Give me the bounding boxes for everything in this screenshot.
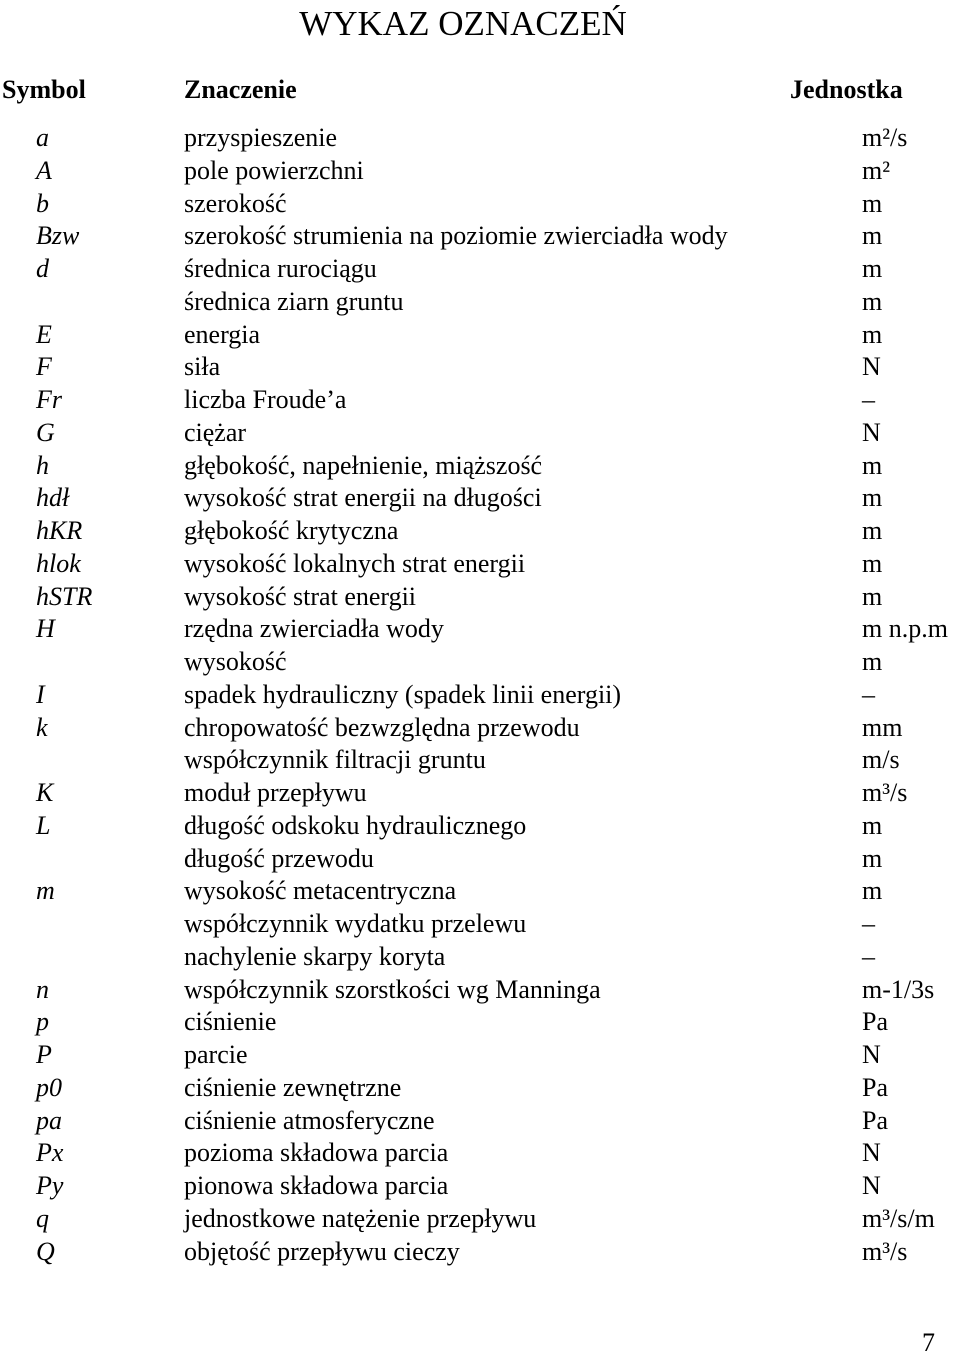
row-meaning: współczynnik filtracji gruntu (184, 745, 486, 775)
row-meaning: jednostkowe natężenie przepływu (184, 1203, 537, 1233)
row-meaning: szerokość (184, 188, 287, 218)
row-unit: – (862, 385, 875, 414)
row-meaning: długość odskoku hydraulicznego (184, 810, 527, 840)
row-symbol: m (36, 876, 55, 906)
row-meaning: wysokość lokalnych strat energii (184, 548, 526, 578)
row-unit: m (862, 843, 883, 873)
table-row (0, 482, 960, 515)
row-symbol: Q (36, 1236, 55, 1266)
table-row (0, 875, 960, 908)
row-meaning: spadek hydrauliczny (spadek linii energii) (184, 679, 622, 709)
row-unit: m (862, 221, 883, 251)
row-symbol: E (36, 319, 52, 349)
row-unit: m-1/3s (862, 974, 935, 1004)
row-unit: m (862, 647, 883, 676)
table-row (0, 1006, 960, 1039)
row-unit: m (862, 450, 883, 480)
row-meaning: wysokość metacentryczna (184, 876, 457, 906)
table-row (0, 188, 960, 221)
header-symbol: Symbol (2, 75, 86, 104)
row-meaning: głębokość, napełnienie, miąższość (184, 450, 543, 480)
row-unit: N (862, 1138, 881, 1168)
row-unit: m (862, 548, 883, 578)
table-row (0, 122, 960, 155)
table-row (0, 1072, 960, 1105)
row-symbol: h (36, 450, 49, 480)
row-symbol: a (36, 123, 49, 152)
row-meaning: rzędna zwierciadła wody (184, 614, 444, 644)
row-meaning: parcie (184, 1040, 248, 1069)
row-meaning: moduł przepływu (184, 778, 367, 807)
table-row (0, 581, 960, 614)
table-row (0, 351, 960, 384)
row-symbol: n (36, 974, 49, 1004)
row-symbol: hSTR (36, 581, 93, 611)
table-row (0, 974, 960, 1007)
table-row (0, 744, 960, 777)
row-symbol: k (36, 712, 48, 742)
table-row (0, 1236, 960, 1269)
row-unit: m³/s (862, 1236, 908, 1266)
row-unit: – (862, 909, 875, 938)
table-row (0, 1203, 960, 1236)
table-row (0, 548, 960, 581)
header-unit: Jednostka (790, 75, 903, 104)
page-title: WYKAZ OZNACZEŃ (299, 4, 627, 43)
row-symbol: L (36, 810, 51, 840)
row-symbol: K (36, 778, 54, 807)
row-meaning: siła (184, 352, 221, 382)
row-meaning: długość przewodu (184, 843, 374, 873)
row-meaning: pionowa składowa parcia (184, 1171, 449, 1200)
table-row (0, 908, 960, 941)
header-meaning: Znaczenie (184, 75, 297, 104)
row-unit: m (862, 188, 883, 218)
table-row (0, 810, 960, 843)
row-meaning: ciężar (184, 417, 247, 447)
row-symbol: d (36, 254, 49, 283)
symbols-table (0, 122, 960, 1268)
page-number: 7 (922, 1328, 935, 1357)
table-row (0, 613, 960, 646)
row-unit: m³/s (862, 778, 908, 807)
row-unit: m n.p.m (862, 614, 948, 644)
row-meaning: liczba Froude’a (184, 385, 347, 414)
table-row (0, 220, 960, 253)
row-symbol: F (36, 352, 52, 382)
row-unit: Pa (862, 1072, 888, 1102)
row-symbol: Fr (36, 385, 62, 414)
row-meaning: wysokość (184, 647, 287, 676)
row-symbol: H (36, 614, 55, 644)
row-unit: N (862, 1040, 881, 1069)
row-meaning: ciśnienie atmosferyczne (184, 1105, 435, 1135)
row-meaning: nachylenie skarpy koryta (184, 941, 446, 971)
row-unit: N (862, 1171, 881, 1200)
row-unit: m (862, 319, 883, 349)
row-unit: m/s (862, 745, 900, 775)
row-symbol: q (36, 1203, 49, 1233)
table-row (0, 253, 960, 286)
row-symbol: A (36, 155, 52, 185)
table-row (0, 286, 960, 319)
row-meaning: głębokość krytyczna (184, 516, 399, 545)
row-meaning: pozioma składowa parcia (184, 1138, 449, 1168)
table-row (0, 450, 960, 483)
row-unit: m (862, 286, 883, 316)
table-row (0, 1170, 960, 1203)
table-row (0, 155, 960, 188)
row-unit: m (862, 810, 883, 840)
row-symbol: hKR (36, 516, 83, 545)
row-meaning: wysokość strat energii (184, 581, 417, 611)
row-unit: m³/s/m (862, 1203, 935, 1233)
table-row (0, 679, 960, 712)
row-unit: m² (862, 155, 891, 185)
table-row (0, 646, 960, 679)
row-symbol: I (36, 679, 45, 709)
row-meaning: energia (184, 319, 261, 349)
row-symbol: b (36, 188, 49, 218)
table-row (0, 941, 960, 974)
row-symbol: G (36, 417, 55, 447)
table-row (0, 515, 960, 548)
table-row (0, 1039, 960, 1072)
row-meaning: pole powierzchni (184, 155, 364, 185)
row-symbol: Py (36, 1171, 64, 1200)
row-unit: m (862, 483, 883, 513)
row-unit: N (862, 352, 881, 382)
table-row (0, 1137, 960, 1170)
row-symbol: P (36, 1040, 52, 1069)
row-symbol: hlok (36, 548, 81, 578)
row-unit: – (862, 679, 875, 709)
table-row (0, 1105, 960, 1138)
row-meaning: średnica ziarn gruntu (184, 286, 404, 316)
row-unit: Pa (862, 1105, 888, 1135)
row-symbol: Px (36, 1138, 64, 1168)
row-unit: mm (862, 712, 903, 742)
row-symbol: hdł (36, 483, 70, 513)
row-unit: m (862, 876, 883, 906)
row-meaning: współczynnik wydatku przelewu (184, 909, 527, 938)
row-symbol: p (36, 1007, 49, 1037)
row-symbol: Bzw (36, 221, 80, 251)
row-unit: Pa (862, 1007, 888, 1037)
table-row (0, 777, 960, 810)
row-meaning: objętość przepływu cieczy (184, 1236, 460, 1266)
row-meaning: średnica rurociągu (184, 254, 377, 283)
row-unit: m (862, 581, 883, 611)
row-symbol: p0 (36, 1072, 62, 1102)
table-row (0, 417, 960, 450)
row-meaning: szerokość strumienia na poziomie zwierciadła wody (184, 221, 728, 251)
row-meaning: ciśnienie zewnętrzne (184, 1072, 402, 1102)
row-meaning: chropowatość bezwzględna przewodu (184, 712, 580, 742)
row-meaning: wysokość strat energii na długości (184, 483, 542, 513)
table-row (0, 712, 960, 745)
row-unit: – (862, 941, 875, 971)
table-row (0, 319, 960, 352)
row-unit: N (862, 417, 881, 447)
row-symbol: pa (36, 1105, 62, 1135)
table-row (0, 384, 960, 417)
row-meaning: ciśnienie (184, 1007, 277, 1037)
row-unit: m²/s (862, 123, 908, 152)
row-meaning: przyspieszenie (184, 123, 338, 152)
table-row (0, 843, 960, 876)
row-meaning: współczynnik szorstkości wg Manninga (184, 974, 601, 1004)
row-unit: m (862, 254, 883, 283)
row-unit: m (862, 516, 883, 545)
